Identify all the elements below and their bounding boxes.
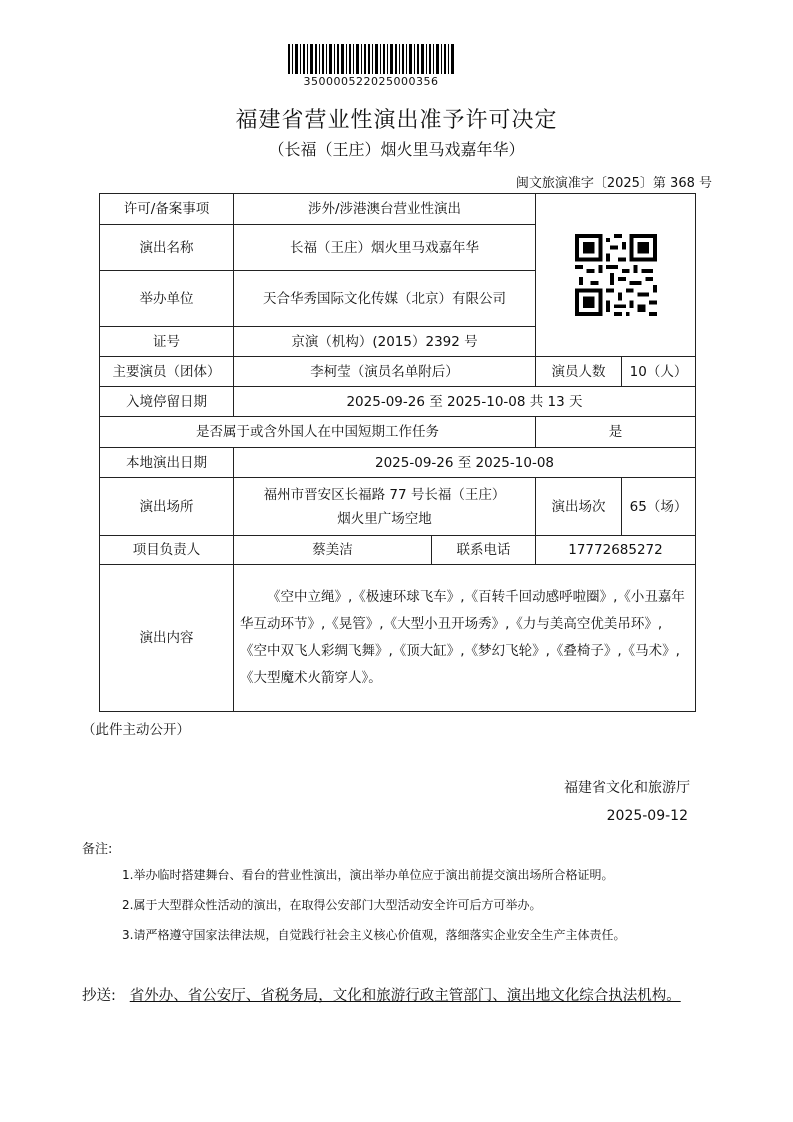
- barcode: [288, 44, 454, 74]
- show-name-label: 演出名称: [100, 225, 234, 271]
- show-name-value: 长福（王庄）烟火里马戏嘉年华: [234, 225, 536, 271]
- license-type-label: 许可/备案事项: [100, 194, 234, 225]
- remark-item: 1.举办临时搭建舞台、看台的营业性演出，演出举办单位应于演出前提交演出场所合格证明。: [122, 868, 614, 882]
- local-dates-label: 本地演出日期: [100, 448, 234, 478]
- manager-label: 项目负责人: [100, 536, 234, 565]
- phone-value: 17772685272: [536, 536, 696, 565]
- remarks-label: 备注:: [82, 842, 113, 857]
- content-value: 《空中立绳》,《极速环球飞车》,《百转千回动感呼啦圈》,《小丑嘉年华互动环节》,《晃管》,《大型小丑开场秀》,《力与美高空优美吊环》,《空中双飞人彩绸飞舞》,《顶大缸》,《梦幻飞轮》,《叠椅子》,《马术》,《大型魔术火箭穿人》。: [234, 565, 696, 712]
- remark-item: 2.属于大型群众性活动的演出，在取得公安部门大型活动安全许可后方可举办。: [122, 898, 542, 912]
- performer-count-label: 演员人数: [536, 357, 622, 387]
- venue-value: [234, 478, 536, 536]
- venue-label: 演出场所: [100, 478, 234, 536]
- organizer-value: 天合华秀国际文化传媒（北京）有限公司: [234, 271, 536, 327]
- stay-value: 2025-09-26 至 2025-10-08 共 13 天: [234, 387, 696, 417]
- public-note: （此件主动公开）: [82, 722, 190, 738]
- cert-label: 证号: [100, 327, 234, 357]
- document-title: 福建省营业性演出准予许可决定: [235, 108, 558, 133]
- foreign-task-value: 是: [536, 417, 696, 448]
- local-dates-value: 2025-09-26 至 2025-10-08: [234, 448, 696, 478]
- venue-line-2: 烟火里广场空地: [337, 510, 432, 527]
- cc-block: [82, 982, 717, 1010]
- license-type-value: 涉外/涉港澳台营业性演出: [234, 194, 536, 225]
- permit-table: [99, 193, 696, 712]
- performers-label: 主要演员（团体）: [100, 357, 234, 387]
- stay-label: 入境停留日期: [100, 387, 234, 417]
- foreign-task-label: 是否属于或含外国人在中国短期工作任务: [100, 417, 536, 448]
- content-label: 演出内容: [100, 565, 234, 712]
- barcode-number: 350000522025000356: [303, 75, 439, 88]
- qr-code: [575, 234, 657, 316]
- manager-value: 蔡美洁: [234, 536, 432, 565]
- qr-cell: [536, 194, 696, 357]
- shows-label: 演出场次: [536, 478, 622, 536]
- performers-value: 李柯莹（演员名单附后）: [234, 357, 536, 387]
- remark-item: 3.请严格遵守国家法律法规，自觉践行社会主义核心价值观，落细落实企业安全生产主体责任。: [122, 928, 626, 942]
- cert-value: 京演（机构）(2015）2392 号: [234, 327, 536, 357]
- issuer: 福建省文化和旅游厅: [564, 780, 690, 796]
- issue-date: 2025-09-12: [606, 808, 688, 824]
- phone-label: 联系电话: [432, 536, 536, 565]
- cc-label: 抄送:: [82, 988, 116, 1004]
- venue-line-1: 福州市晋安区长福路 77 号长福（王庄）: [263, 486, 506, 503]
- document-subtitle: （长福（王庄）烟火里马戏嘉年华）: [268, 140, 525, 159]
- document-number: 闽文旅演准字〔2025〕第 368 号: [515, 176, 712, 191]
- organizer-label: 举办单位: [100, 271, 234, 327]
- shows-value: 65（场）: [622, 478, 696, 536]
- performer-count-value: 10（人）: [622, 357, 696, 387]
- cc-recipients: 省外办、省公安厅、省税务局，文化和旅游行政主管部门、演出地文化综合执法机构。: [129, 988, 681, 1004]
